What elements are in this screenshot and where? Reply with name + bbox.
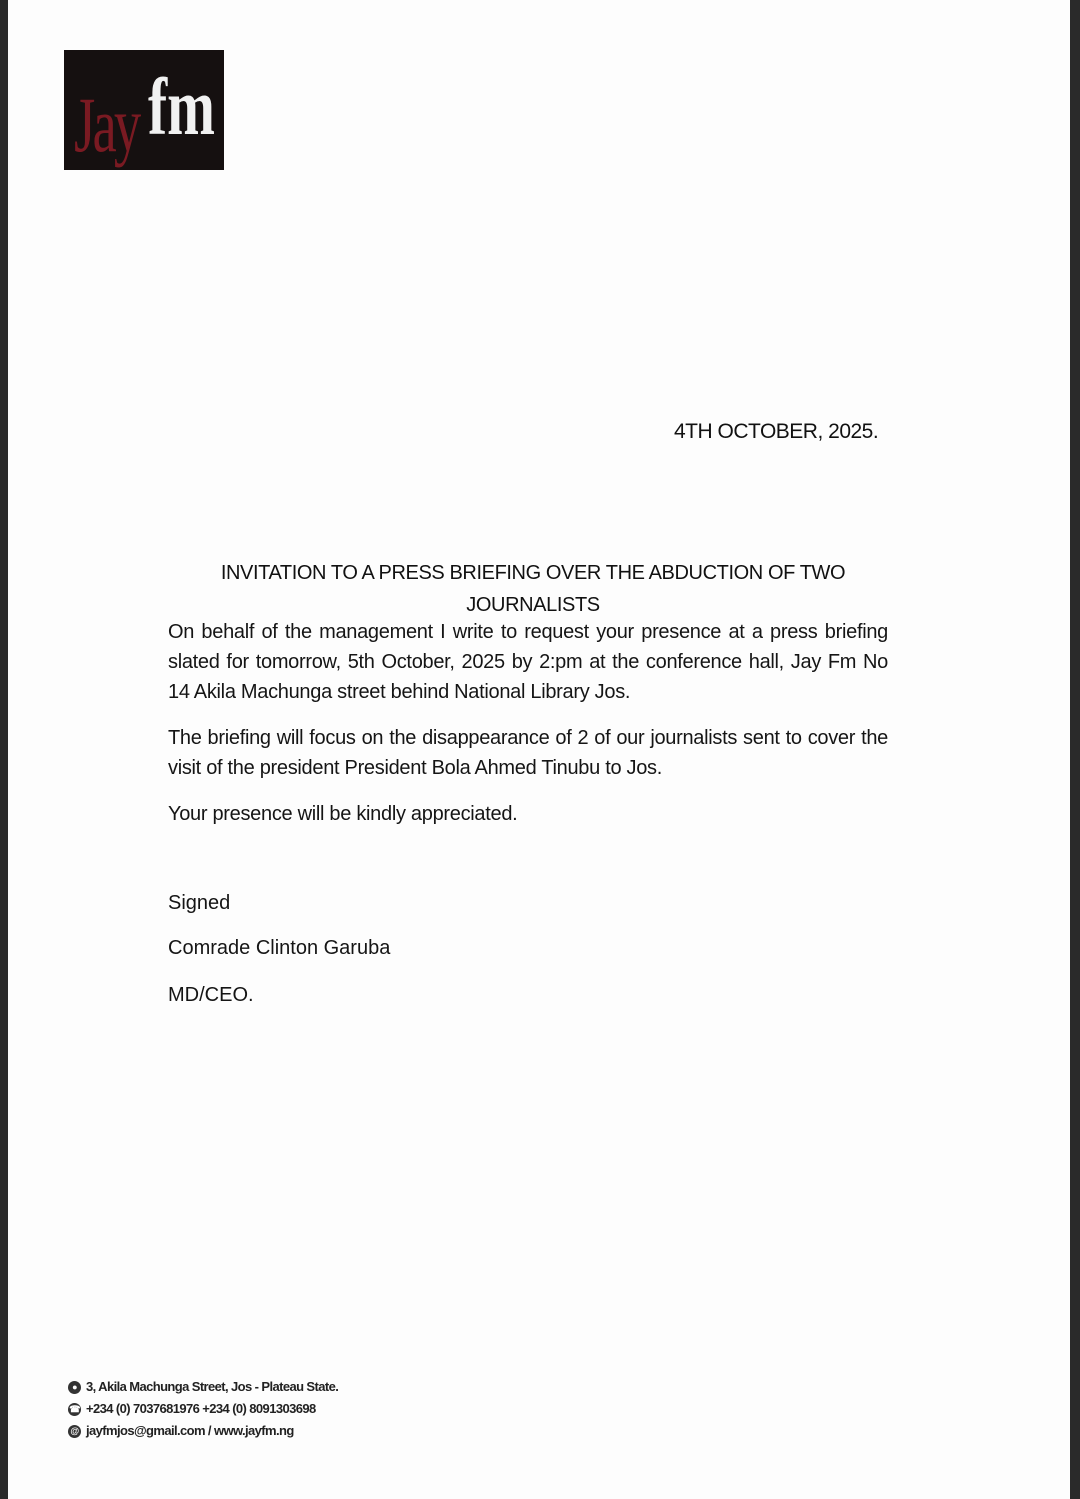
logo-jay-text: Jay xyxy=(74,81,139,168)
globe-icon: @ xyxy=(68,1425,81,1438)
signatory-title: MD/CEO. xyxy=(168,984,254,1006)
jayfm-logo xyxy=(64,50,224,170)
footer-address: 3, Akila Machunga Street, Jos - Plateau State. xyxy=(86,1379,339,1394)
paragraph: The briefing will focus on the disappearance of 2 of our journalists sent to cover the visit of the president President Bola Ahmed Tinubu to Jos. xyxy=(168,727,888,779)
paragraph: Your presence will be kindly appreciated. xyxy=(168,803,518,825)
paragraph: On behalf of the management I write to request your presence at a press briefing slated for tomorrow, 5th October, 2025 by 2:pm at the conference hall, Jay Fm No 14 Akila Machunga street behind National Library Jos. xyxy=(168,621,888,703)
letter-page xyxy=(8,0,1070,1499)
signed-label: Signed xyxy=(168,892,231,914)
location-icon: ● xyxy=(68,1381,81,1394)
footer-phones: +234 (0) 7037681976 +234 (0) 8091303698 xyxy=(86,1401,316,1416)
phone-icon: ☎ xyxy=(69,1403,80,1414)
letter-title: INVITATION TO A PRESS BRIEFING OVER THE ABDUCTION OF TWO JOURNALISTS xyxy=(220,562,846,616)
letter-body xyxy=(168,617,888,845)
footer-web: jayfmjos@gmail.com / www.jayfm.ng xyxy=(86,1423,294,1438)
letterhead-footer xyxy=(68,1376,338,1442)
signatory-name: Comrade Clinton Garuba xyxy=(168,937,391,959)
letter-date: 4TH OCTOBER, 2025. xyxy=(674,420,879,443)
logo-fm-text: fm xyxy=(148,61,215,152)
